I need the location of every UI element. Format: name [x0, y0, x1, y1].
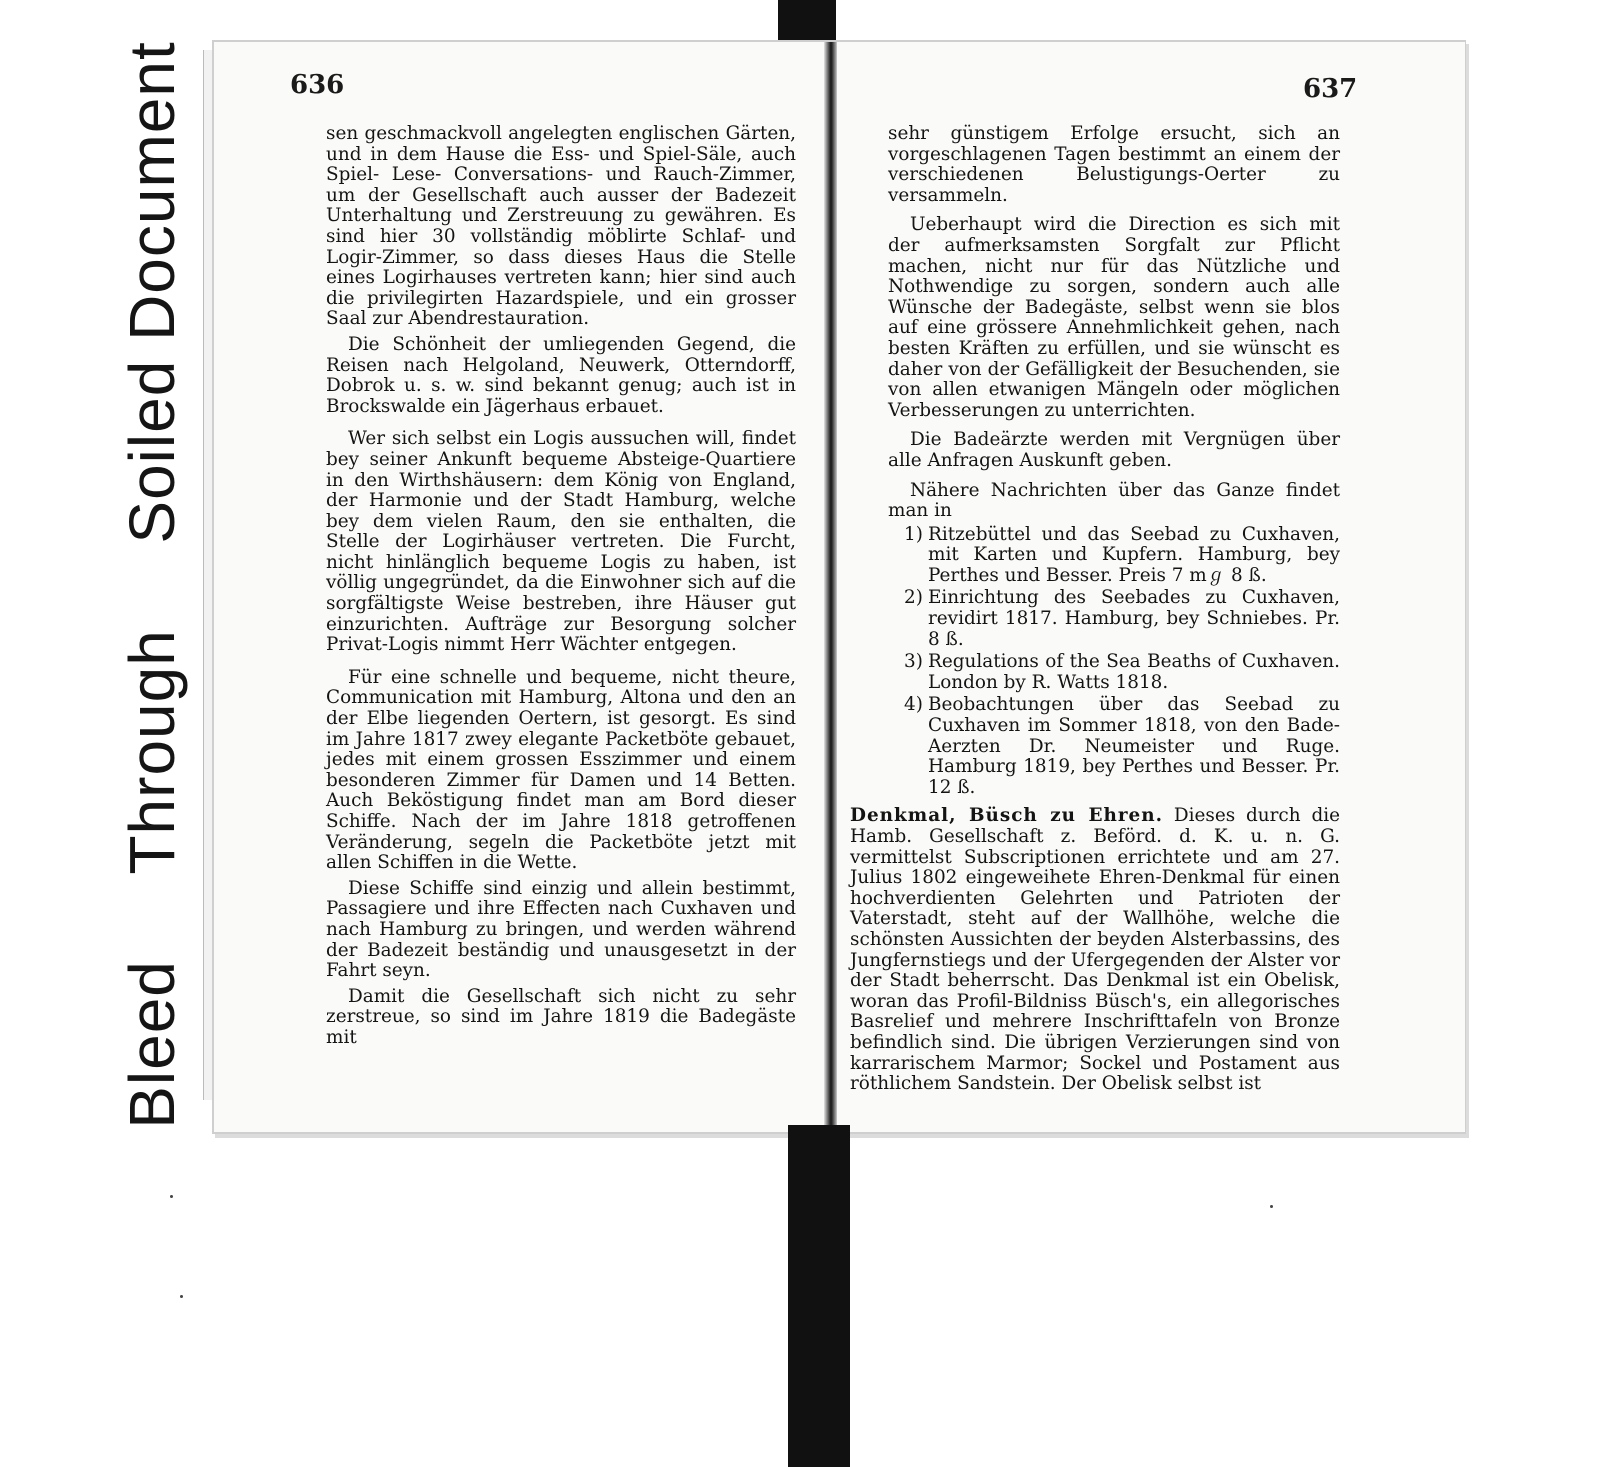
paragraph: Für eine schnelle und bequeme, nicht theure, Communication mit Hamburg, Altona und den an der Elbe liegenden Oertern, ist gesorgt. Es sind im Jahre 1817 zwey elegante Packetböte gebauet, jedes mit einem grossen Esszimmer und einem besonderen Zimmer für Damen und 14 Betten. Auch Beköstigung findet man am Bord dieser Schiffe. Nach der im Jahre 1818 getroffenen Veränderung, segeln die Packetböte jetzt mit allen Schiffen in die Wette.	[326, 666, 796, 874]
list-item	[888, 695, 1340, 798]
reference-number: 1)	[904, 523, 923, 545]
bottom-scan-bar	[788, 1125, 850, 1467]
reference-number: 2)	[904, 587, 923, 609]
stamp-word-bleed: Bleed	[116, 960, 188, 1129]
paragraph: sen geschmackvoll angelegten englischen Gärten, und in dem Hause die Ess- und Spiel-Säle, auch Spiel- Lese- Conversations- und Rauch-Zimmer, um der Gesellschaft auch ausser der Badezeit Unterhaltung und Zerstreuung zu gewähren. Es sind hier 30 vollständig möblirte Schlaf- und Logir-Zimmer, so dass dieses Haus die Stelle eines Logirhauses vertreten kann; hier sind auch die privilegirten Hazardspiele, und ein grosser Saal zur Abendrestauration.	[326, 123, 796, 330]
page-number-right: 637	[1303, 74, 1358, 104]
encyclopedia-entry	[850, 806, 1340, 1094]
paragraph: Die Schönheit der umliegenden Gegend, die Reisen nach Helgoland, Neuwerk, Otterndorff, Dobrok u. s. w. sind bekannt genug; auch ist in Brockswalde ein Jägerhaus erbauet.	[326, 333, 796, 417]
reference-number: 4)	[904, 694, 923, 716]
paragraph: Wer sich selbst ein Logis aussuchen will, findet bey seiner Ankunft bequeme Absteige-Quartiere in den Wirthshäusern: dem König von England, der Harmonie und der Stadt Hamburg, welche bey dem vielen Raum, den sie enthalten, die Stelle der Logirhäuser vertreten. Die Furcht, nicht hinlänglich bequeme Logis zu haben, ist völlig ungegründet, da die Einwohner sich auf die sorgfältigste Weise bestreben, ihre Häuser gut einzurichten. Aufträge zur Besorgung solcher Privat-Logis nimmt Herr Wächter entgegen.	[326, 428, 796, 656]
left-page	[214, 42, 827, 1132]
reference-text: Ritzebüttel und das Seebad zu Cuxhaven, mit Karten und Kupfern. Hamburg, bey Perthes und Besser. Preis 7 mℊ 8 ß.	[928, 523, 1340, 586]
list-item	[888, 588, 1340, 650]
reference-list	[888, 525, 1340, 799]
reference-text: Regulations of the Sea Beaths of Cuxhaven. London by R. Watts 1818.	[928, 651, 1340, 693]
stamp-word-soiled-document: Soiled Document	[116, 41, 188, 544]
entry-text: Dieses durch die Hamb. Gesellschaft z. Beförd. d. K. u. n. G. vermittelst Subscriptionen errichtete und am 27. Julius 1802 eingeweihete Ehren-Denkmal für einen hochverdienten Gelehrten und Patrioten der Vaterstadt, steht auf der Wallhöhe, welche die schönsten Aussichten der beyden Alsterbassins, des Jungfernstiegs und der Ufergegenden der Alster vor der Stadt beherrscht. Das Denkmal ist ein Obelisk, woran das Profil-Bildniss Büsch's, ein allegorisches Basrelief und mehrere Inschrifttafeln von Bronze befindlich sind. Die übrigen Verzierungen sind von karrarischem Marmor; Sockel und Postament aus röthlichem Sandstein. Der Obelisk selbst ist	[850, 805, 1340, 1095]
paragraph: Die Badeärzte werden mit Vergnügen über alle Anfragen Auskunft geben.	[888, 429, 1340, 471]
paragraph: Damit die Gesellschaft sich nicht zu sehr zerstreue, so sind im Jahre 1819 die Badegäste mit	[326, 985, 796, 1048]
speck	[1270, 1205, 1273, 1208]
condition-stamp	[104, 41, 200, 1129]
left-page-text	[326, 124, 796, 1049]
page-number-left: 636	[290, 70, 345, 100]
list-item	[888, 525, 1340, 587]
open-book	[212, 40, 1466, 1134]
stamp-word-through: Through	[116, 629, 188, 875]
right-page-text	[850, 123, 1340, 1100]
reference-text: Beobachtungen über das Seebad zu Cuxhaven im Sommer 1818, von den Bade-Aerzten Dr. Neumeister und Ruge. Hamburg 1819, bey Perthes und Besser. Pr. 12 ß.	[928, 694, 1340, 798]
paragraph: Diese Schiffe sind einzig und allein bestimmt, Passagiere und ihre Effecten nach Cuxhaven und nach Hamburg zu bringen, und werden während der Badezeit beständig und unausgesetzt in der Fahrt seyn.	[326, 877, 796, 982]
paragraph: Nähere Nachrichten über das Ganze findet man in	[888, 479, 1340, 522]
paragraph: sehr günstigem Erfolge ersucht, sich an vorgeschlagenen Tagen bestimmt an einem der verschiedenen Belustigungs-Oerter zu versammeln.	[888, 123, 1340, 206]
list-item	[888, 652, 1340, 693]
paragraph: Ueberhaupt wird die Direction es sich mit der aufmerksamsten Sorgfalt zur Pflicht machen, nicht nur für das Nützliche und Nothwendige zu sorgen, sondern auch alle Wünsche der Badegäste, selbst wenn sie blos auf eine grössere Annehmlichkeit gehen, nach besten Kräften zu erfüllen, und sie wünscht es daher von der Gefälligkeit der Besuchenden, sie von allen etwanigen Mängeln oder möglichen Verbesserungen zu unterrichten.	[888, 214, 1340, 421]
right-page	[836, 42, 1465, 1132]
reference-number: 3)	[904, 651, 923, 673]
reference-text: Einrichtung des Seebades zu Cuxhaven, revidirt 1817. Hamburg, bey Schniebes. Pr. 8 ß.	[928, 587, 1340, 650]
entry-heading: Denkmal, Büsch zu Ehren.	[850, 805, 1164, 827]
top-scan-bar	[778, 0, 836, 40]
speck	[170, 1195, 173, 1198]
speck	[180, 1295, 183, 1298]
